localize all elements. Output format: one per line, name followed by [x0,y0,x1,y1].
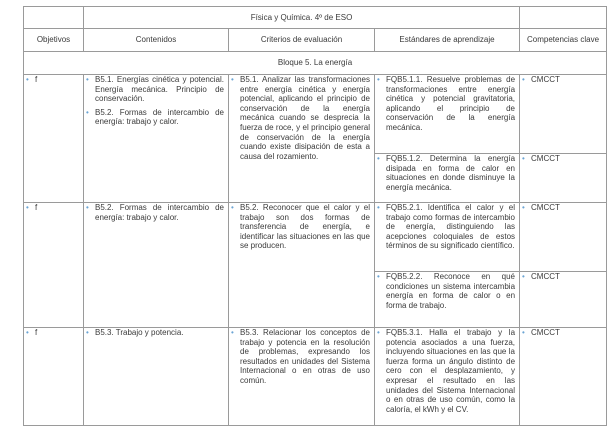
bullet-icon: • [86,203,89,212]
estandar-text: FQB5.2.2. Reconoce en qué condiciones un sistema intercambia energía en forma de calor o en forma de trabajo. [386,272,516,310]
bullet-icon: • [522,75,525,84]
estandar-text: FQB5.1.2. Determina la energía disipada en forma de calor en situaciones en donde disminuye la energía mecánica. [386,154,516,192]
estandar-text: FQB5.2.1. Identifica el calor y el trabajo como formas de intercambio de energía, distinguiendo las acepciones coloquiales de estos términos de su significado científico. [386,203,516,251]
contenido-text: B5.1. Energías cinética y potencial. Energía mecánica. Principio de conservación. [95,75,224,104]
bullet-icon: • [26,328,29,337]
bullet-icon: • [26,203,29,212]
criterio-text: B5.3. Relacionar los conceptos de trabajo y potencia en la resolución de problemas, expresando los resultados en unidades del Sistema Internacional o en otras de uso común. [240,328,370,385]
estandar-text: FQB5.3.1. Halla el trabajo y la potencia asociados a una fuerza, incluyendo situaciones en las que la fuerza forma un ángulo distinto de cero con el desplazamiento, y expresar el resultado en las unidades del Sistema Internacional o en otras de uso común, como la caloría, el kWh y el CV. [386,328,516,414]
estandar-cell [375,75,520,154]
bullet-icon: • [377,154,380,163]
competencia-cell [520,328,607,426]
column-header-objetivos: Objetivos [24,29,84,52]
estandar-cell [375,272,520,328]
bullet-icon: • [377,272,380,281]
column-header-criterios: Criterios de evaluación [229,29,375,52]
competencia-text: CMCCT [531,328,560,337]
block-title: Bloque 5. La energía [24,52,607,75]
estandar-text: FQB5.1.1. Resuelve problemas de transformaciones entre energía cinética y potencial gravitatoria, aplicando el principio de conservación de la energía mecánica. [386,75,516,132]
competencia-text: CMCCT [531,154,560,163]
contenidos-cell [84,75,229,203]
criterio-text: B5.1. Analizar las transformaciones entre energía cinética y energía potencial, aplicando el principio de conservación de la energía mecánica cuando se desprecia la fuerza de roce, y el principio general de conservación de la energía cuando existe disipación de esta a causa del rozamiento. [240,75,370,161]
contenidos-cell [84,328,229,426]
competencia-cell [520,272,607,328]
bullet-icon: • [86,107,89,117]
objetivo-cell [24,328,84,426]
contenido-text: B5.2. Formas de intercambio de energía: trabajo y calor. [95,107,224,127]
competencia-text: CMCCT [531,75,560,84]
bullet-icon: • [26,75,29,84]
estandar-cell [375,328,520,426]
bullet-icon: • [522,328,525,337]
bullet-icon: • [377,328,380,337]
objetivo-cell [24,203,84,328]
column-header-contenidos: Contenidos [84,29,229,52]
bullet-icon: • [86,328,89,337]
bullet-icon: • [522,203,525,212]
criterio-cell [229,75,375,203]
curriculum-table [23,6,607,426]
competencia-cell [520,203,607,272]
criterio-cell [229,203,375,328]
bullet-icon: • [522,272,525,281]
criterio-text: B5.2. Reconocer que el calor y el trabajo son dos formas de transferencia de energía, e identificar las situaciones en las que se producen. [240,203,370,251]
objetivo-text: f [35,328,38,337]
competencia-text: CMCCT [531,272,560,281]
estandar-cell [375,203,520,272]
column-header-estandares: Estándares de aprendizaje [375,29,520,52]
objetivo-text: f [35,75,38,84]
bullet-icon: • [377,203,380,212]
competencia-cell [520,154,607,203]
contenido-text: B5.2. Formas de intercambio de energía: trabajo y calor. [95,203,224,222]
competencia-cell [520,75,607,154]
competencia-text: CMCCT [531,203,560,212]
bullet-icon: • [231,203,234,212]
contenidos-cell [84,203,229,328]
bullet-icon: • [231,328,234,337]
criterio-cell [229,328,375,426]
estandar-cell [375,154,520,203]
table-title: Física y Química. 4º de ESO [84,7,520,29]
bullet-icon: • [522,154,525,163]
objetivo-cell [24,75,84,203]
column-header-competencias: Competencias clave [520,29,607,52]
bullet-icon: • [86,75,89,84]
empty-corner-cell [520,7,607,29]
contenido-text: B5.3. Trabajo y potencia. [95,328,184,337]
bullet-icon: • [377,75,380,84]
objetivo-text: f [35,203,38,212]
empty-corner-cell [24,7,84,29]
bullet-icon: • [231,75,234,84]
